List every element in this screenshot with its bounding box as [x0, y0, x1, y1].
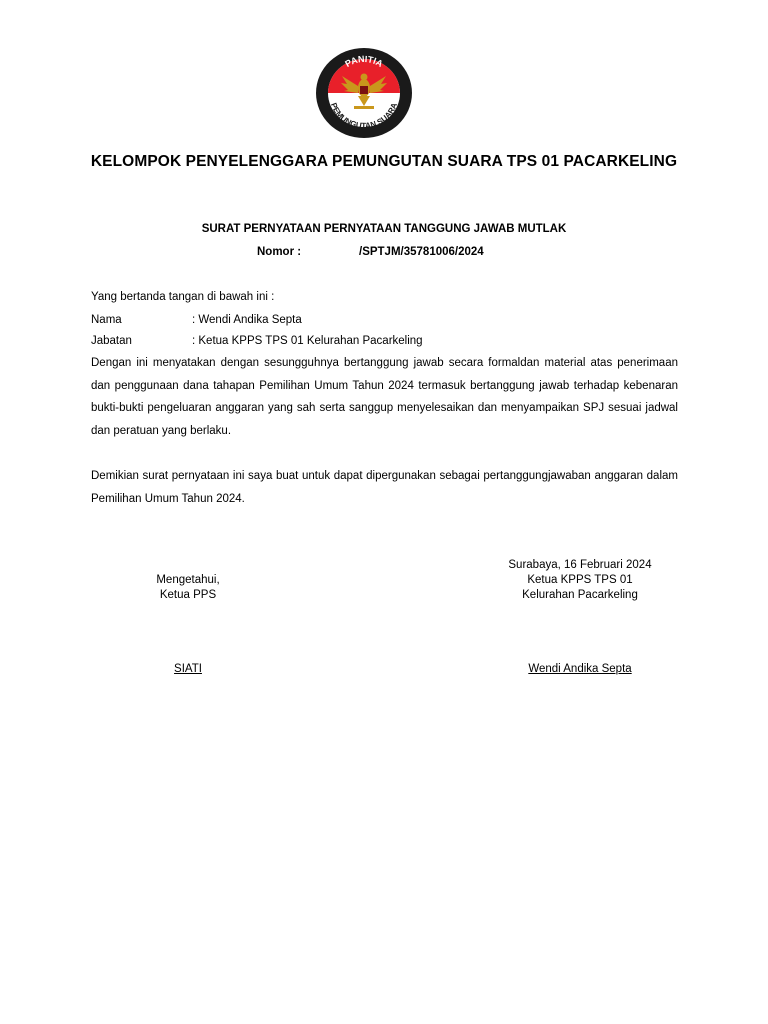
position-value: : Ketua KPPS TPS 01 Kelurahan Pacarkeling — [192, 335, 423, 347]
place-date: Surabaya, 16 Februari 2024 — [508, 559, 652, 571]
left-signatory-name: SIATI — [174, 663, 202, 675]
right-role-label: Ketua KPPS TPS 01 — [527, 574, 633, 586]
position-label: Jabatan — [91, 335, 132, 347]
number-value: /SPTJM/35781006/2024 — [359, 246, 484, 258]
left-role-label: Ketua PPS — [159, 589, 217, 601]
right-unit-label: Kelurahan Pacarkeling — [522, 589, 638, 601]
statement-paragraph: Dengan ini menyatakan dengan sesungguhnya bertanggung jawab secara formaldan material atas penerimaan dan penggunaan dana tahapan Pemilihan Umum Tahun 2024 termasuk bertanggung jawab terhadap kebenaran bukti-bukti pengeluaran anggaran yang sah serta sanggup menyelesaikan dan menyampaikan SPJ sesuai jadwal dan peratuan yang berlaku. — [91, 357, 678, 437]
ppk-emblem-logo — [314, 46, 414, 140]
name-label: Nama — [91, 314, 122, 326]
organization-heading: KELOMPOK PENYELENGGARA PEMUNGUTAN SUARA TPS 01 PACARKELING — [90, 153, 678, 170]
logo-top-text: PANITIA — [343, 53, 385, 70]
letter-title: SURAT PERNYATAAN PERNYATAAN TANGGUNG JAWAB MUTLAK — [201, 223, 567, 235]
closing-paragraph: Demikian surat pernyataan ini saya buat untuk dapat dipergunakan sebagai pertanggungjawaban anggaran dalam Pemilihan Umum Tahun 2024. — [91, 470, 678, 505]
name-value: : Wendi Andika Septa — [192, 314, 302, 326]
number-label: Nomor : — [257, 246, 302, 258]
intro-line: Yang bertanda tangan di bawah ini : — [91, 291, 275, 303]
right-signatory-name: Wendi Andika Septa — [528, 663, 632, 675]
logo-bottom-text: PEMUNGUTAN SUARA — [329, 101, 400, 131]
left-acknowledge-label: Mengetahui, — [156, 574, 220, 586]
